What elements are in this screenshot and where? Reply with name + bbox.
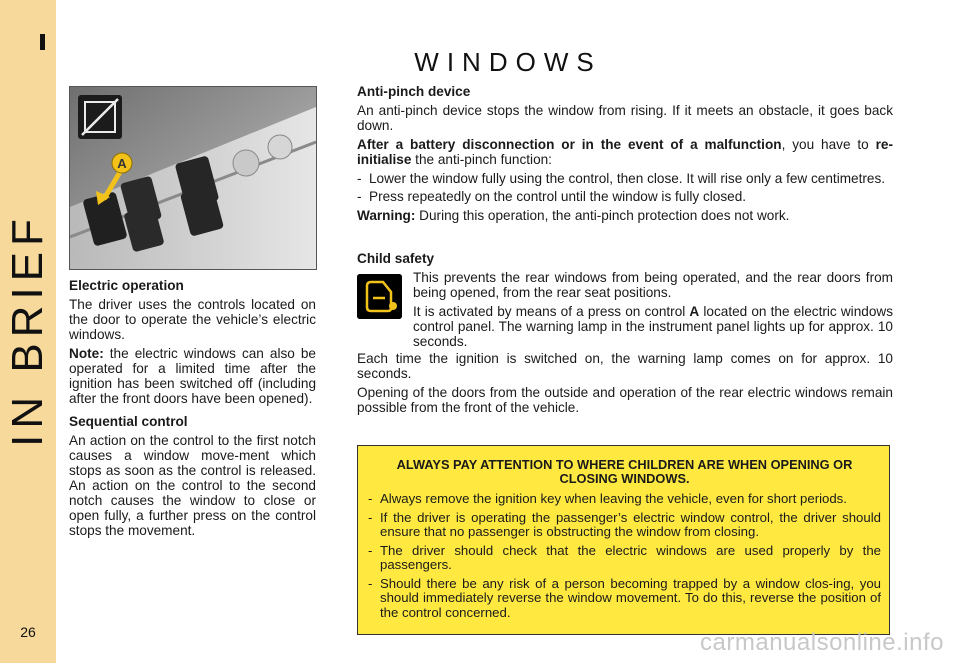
- reinitialise-bold: re-initialise: [357, 137, 894, 167]
- sequential-control-heading: Sequential control: [69, 414, 188, 429]
- battery-disconnection-bold: After a battery disconnection or in the event of a malfunction: [357, 137, 782, 152]
- window-controls-photo: [69, 86, 317, 270]
- reinitialise-paragraph: [357, 137, 893, 167]
- right-column: [357, 84, 893, 419]
- left-column: [69, 278, 316, 542]
- section-marker: [40, 34, 45, 50]
- child-safety-text-3: Each time the ignition is switched on, the warning lamp comes on for approx. 10 seconds.: [357, 351, 893, 381]
- child-safety-block: [357, 270, 893, 415]
- electric-operation-heading: Electric operation: [69, 278, 184, 293]
- child-lock-icon: [357, 274, 402, 319]
- list-item: - Press repeatedly on the control until the window is fully closed.: [357, 189, 893, 204]
- sidebar-tab: [0, 0, 56, 663]
- reinitialise-steps: [357, 171, 893, 204]
- list-item: - The driver should check that the electric windows are used properly by the passengers.: [368, 544, 881, 573]
- watermark: carmanualsonline.info: [700, 629, 944, 656]
- door-panel-illustration: [70, 87, 316, 269]
- control-a-label: A: [689, 304, 700, 319]
- child-safety-text-2a: [357, 304, 893, 349]
- list-item: - If the driver is operating the passenger’s electric window control, the driver should ensure that no passenger is obstructing the window from closing.: [368, 511, 881, 540]
- anti-pinch-heading: Anti-pinch device: [357, 84, 471, 99]
- children-warning-box: [357, 445, 890, 635]
- electric-operation-text: The driver uses the controls located on the door to operate the vehicle’s electric windows.: [69, 297, 316, 342]
- reinitialise-text-2: the anti-pinch function:: [411, 152, 552, 167]
- child-safety-heading: Child safety: [357, 251, 435, 266]
- warning-label: Warning:: [357, 208, 416, 223]
- list-item: - Should there be any risk of a person becoming trapped by a window clos-ing, you should immediately reverse the window movement. To do this, reverse the position of the control concerned.: [368, 577, 881, 621]
- child-safety-text-1: This prevents the rear windows from being operated, and the rear doors from being opened, from the rear seat positions.: [413, 270, 893, 300]
- note-label: Note:: [69, 346, 104, 361]
- note-paragraph: [69, 346, 316, 406]
- sequential-control-text: An action on the control to the first notch causes a window move-ment which stops as soon as the control is released. An action on the control to the second notch causes the window to close or open fully, a further press on the control stops the movement.: [69, 433, 316, 538]
- page-title: WINDOWS: [414, 47, 602, 78]
- children-warning-list: [368, 492, 881, 620]
- list-item: - Lower the window fully using the control, then close. It will rise only a few centimetres.: [357, 171, 893, 186]
- warning-text: During this operation, the anti-pinch protection does not work.: [415, 208, 790, 223]
- list-item: - Always remove the ignition key when leaving the vehicle, even for short periods.: [368, 492, 881, 507]
- note-text: the electric windows can also be operated for a limited time after the ignition has been switched off (including after the front doors have been opened).: [69, 346, 316, 406]
- child-safety-activation-text-2: located on the electric windows control panel. The warning lamp in the instrument panel lights up for approx. 10 seconds.: [413, 304, 893, 349]
- page-number: 26: [20, 624, 36, 640]
- reinitialise-text-1: , you have to: [781, 137, 876, 152]
- child-safety-activation-text: It is activated by means of a press on control: [413, 304, 690, 319]
- child-safety-text-4: Opening of the doors from the outside and operation of the rear electric windows remain possible from the front of the vehicle.: [357, 385, 893, 415]
- children-warning-heading: ALWAYS PAY ATTENTION TO WHERE CHILDREN ARE WHEN OPENING OR CLOSING WINDOWS.: [396, 457, 853, 486]
- callout-label-a: A: [117, 156, 127, 171]
- warning-paragraph: [357, 208, 893, 223]
- section-title-vertical: IN BRIEF: [3, 213, 52, 447]
- anti-pinch-text: An anti-pinch device stops the window from rising. If it meets an obstacle, it goes back down.: [357, 103, 893, 133]
